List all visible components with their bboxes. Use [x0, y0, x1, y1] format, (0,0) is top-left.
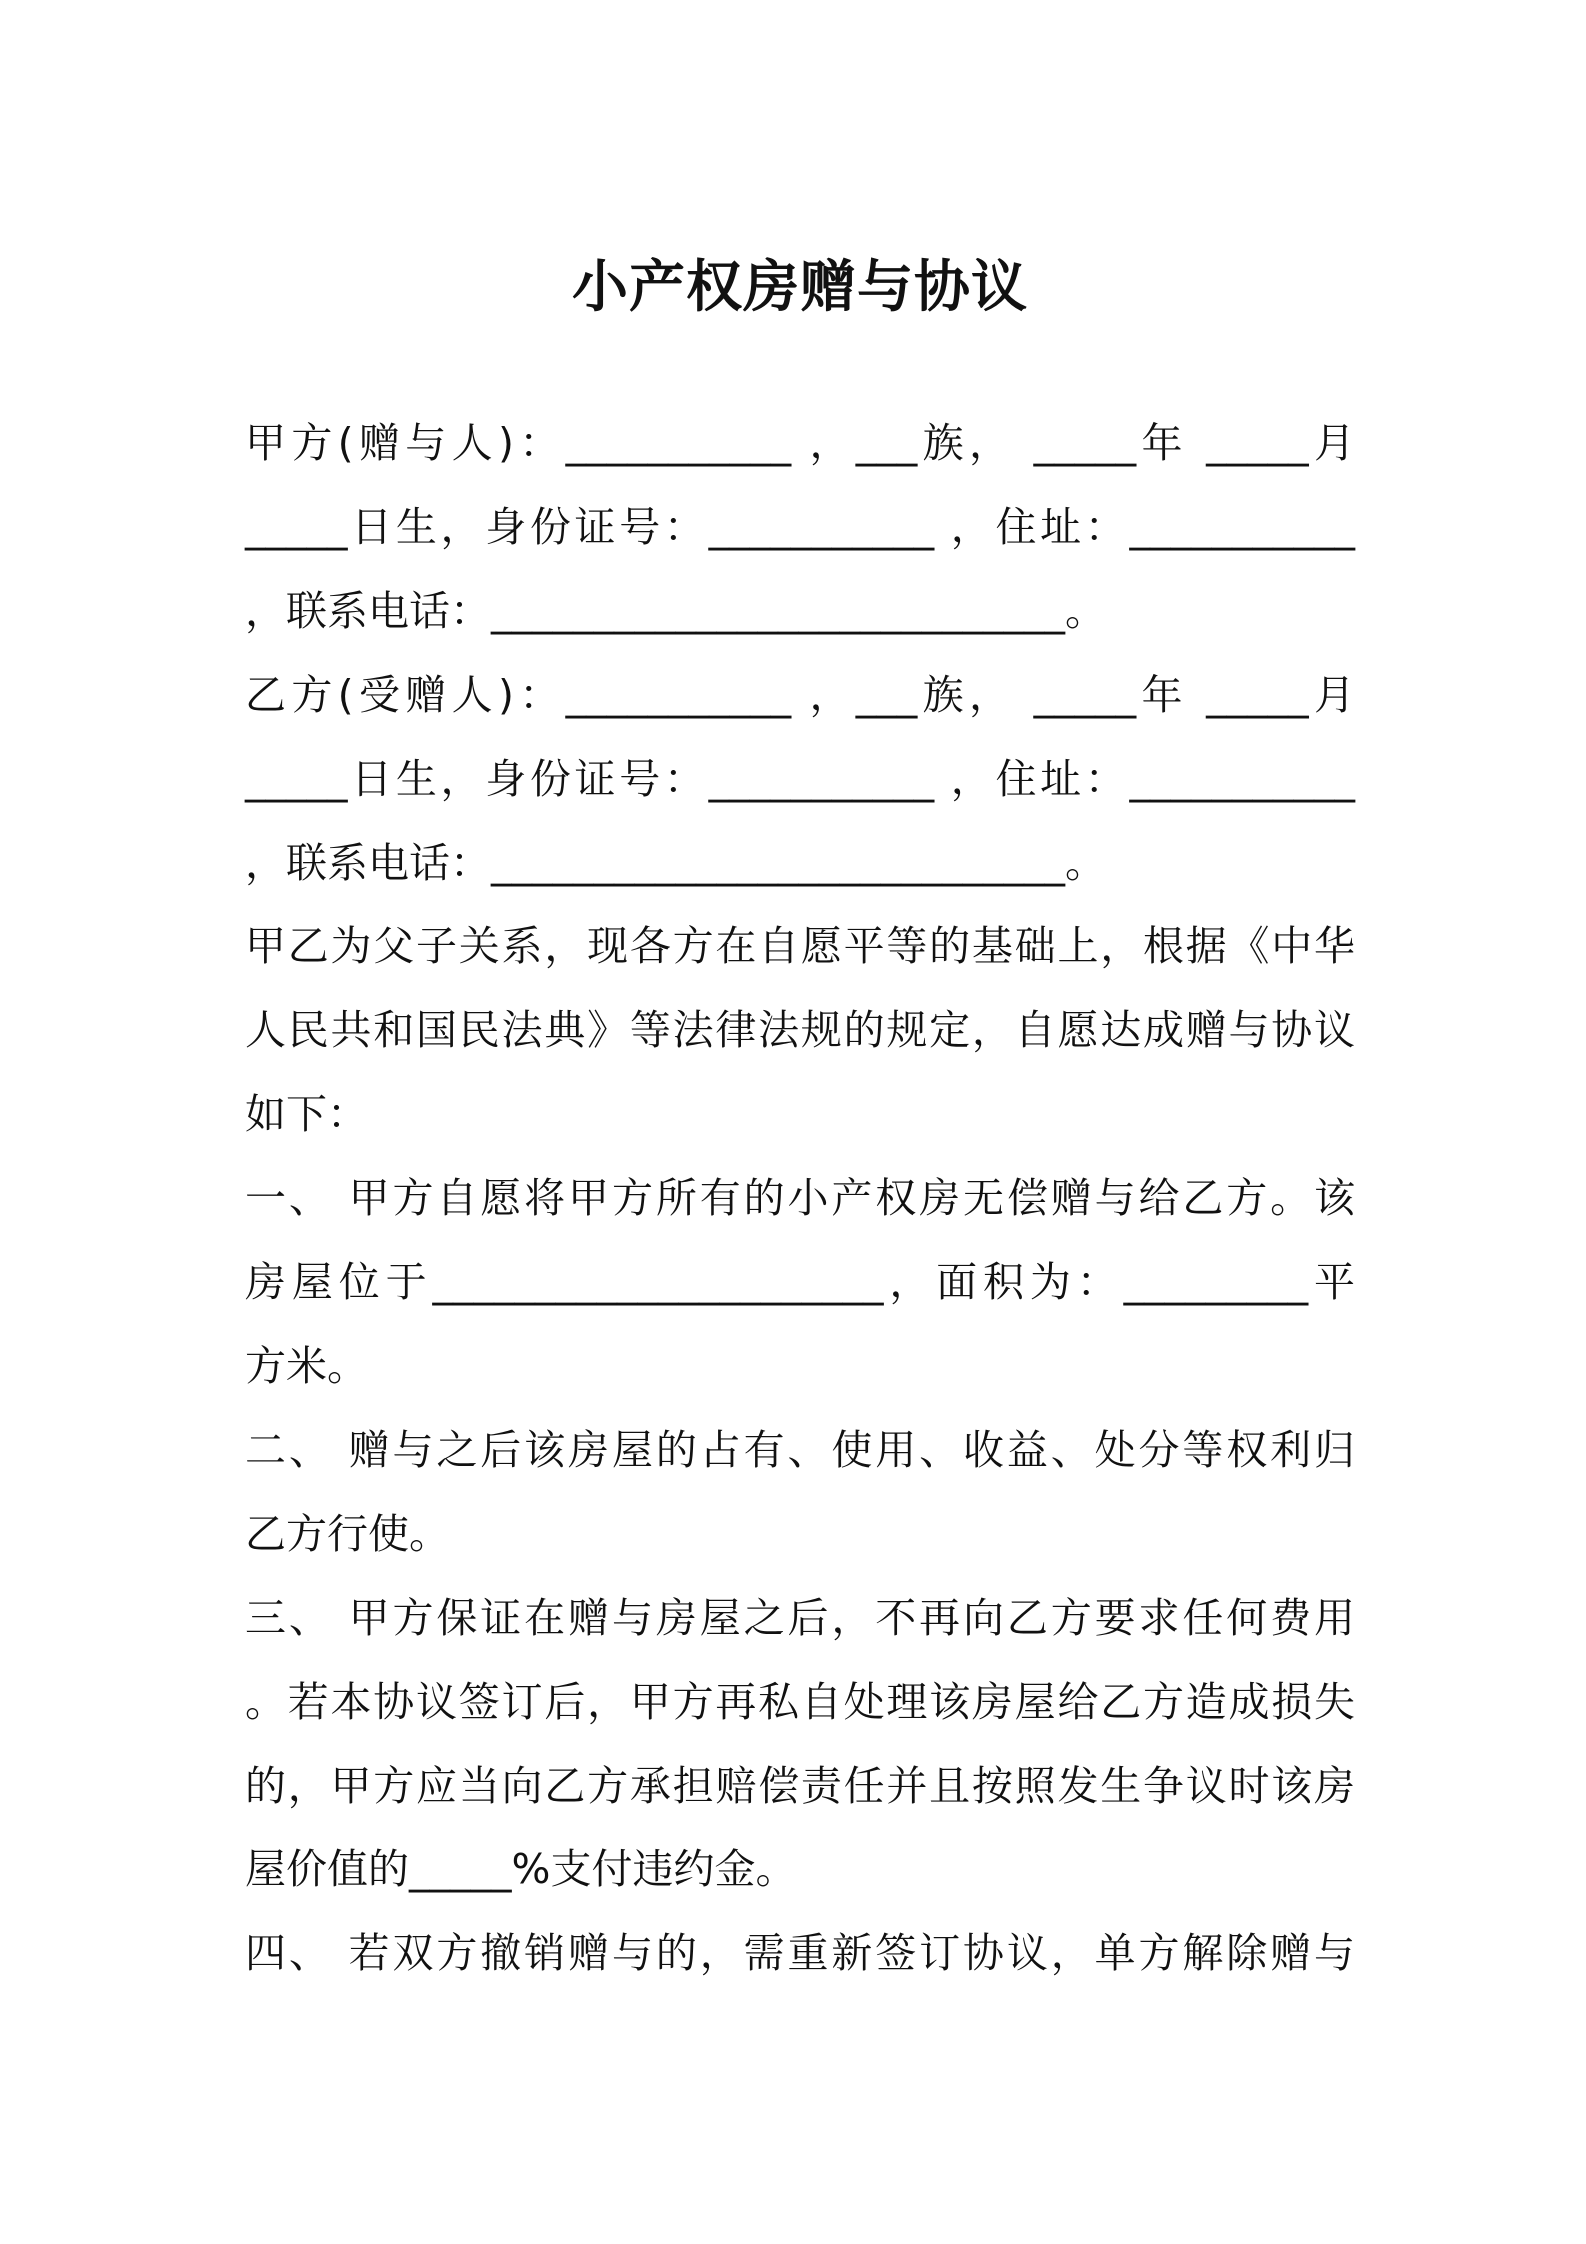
party-a-line-1: 甲方(赠与人)：___________ ，___族， _____年 _____月	[245, 419, 1355, 467]
preamble-line-1: 甲乙为父子关系，现各方在自愿平等的基础上，根据《中华	[245, 922, 1355, 971]
document-body	[245, 402, 1355, 1996]
document-title: 小产权房赠与协议	[572, 255, 1028, 320]
clause-1-line-2: 房屋位于______________________，面积为：_________平	[245, 1258, 1355, 1307]
party-b-section	[245, 654, 1355, 906]
clause-1	[245, 1157, 1355, 1409]
party-a-line-2: _____日生，身份证号：___________ ，住址：___________	[245, 502, 1355, 551]
preamble-paragraph	[245, 905, 1355, 1157]
party-b-line-2: _____日生，身份证号：___________ ，住址：___________	[245, 754, 1355, 803]
party-b-line-3: ，联系电话：____________________________。	[245, 838, 1106, 887]
clause-1-line-3: 方米。	[245, 1341, 368, 1390]
preamble-line-2: 人民共和国民法典》等法律法规的规定，自愿达成赠与协议	[245, 1006, 1355, 1055]
clause-3-line-2: 。若本协议签订后，甲方再私自处理该房屋给乙方造成损失	[245, 1677, 1355, 1726]
party-a-section	[245, 402, 1355, 654]
party-a-line-3: ，联系电话：____________________________。	[245, 586, 1106, 635]
party-b-line-1: 乙方(受赠人)：___________ ，___族， _____年 _____月	[245, 670, 1355, 719]
clause-3	[245, 1577, 1355, 1913]
clause-3-line-1: 三、 甲方保证在赠与房屋之后，不再向乙方要求任何费用	[245, 1593, 1355, 1642]
clause-2-line-1: 二、 赠与之后该房屋的占有、使用、收益、处分等权利归	[245, 1425, 1355, 1474]
clause-2-line-2: 乙方行使。	[245, 1509, 450, 1558]
clause-2	[245, 1409, 1355, 1577]
clause-4-line-1: 四、 若双方撤销赠与的，需重新签订协议，单方解除赠与	[245, 1929, 1355, 1978]
clause-1-line-1: 一、 甲方自愿将甲方所有的小产权房无偿赠与给乙方。该	[245, 1174, 1355, 1223]
clause-3-line-4: 屋价值的_____%支付违约金。	[245, 1845, 797, 1894]
clause-3-line-3: 的，甲方应当向乙方承担赔偿责任并且按照发生争议时该房	[245, 1761, 1355, 1810]
clause-4	[245, 1912, 1355, 1996]
preamble-line-3: 如下：	[245, 1090, 368, 1139]
